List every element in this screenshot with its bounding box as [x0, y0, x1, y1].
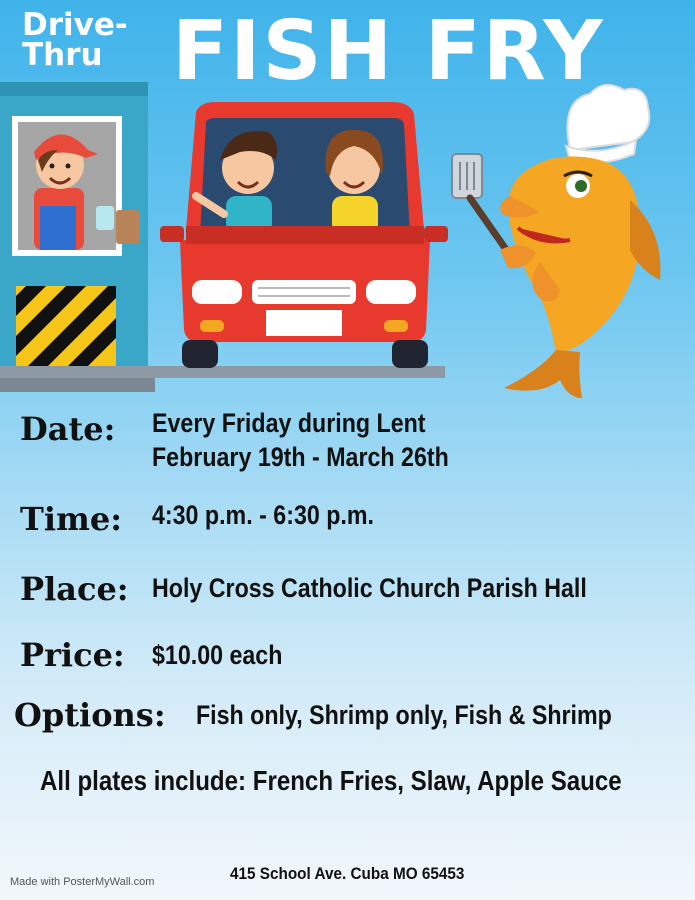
date-label: Date: — [20, 410, 116, 448]
plates-note: All plates include: French Fries, Slaw, Apple Sauce — [40, 765, 622, 796]
drive-thru-line2: Thru — [22, 37, 103, 73]
drive-thru-line1: Drive- — [22, 7, 128, 43]
price-label: Price: — [20, 636, 125, 674]
options-value: Fish only, Shrimp only, Fish & Shrimp — [196, 700, 612, 730]
price-value: $10.00 each — [152, 640, 283, 670]
date-line2: February 19th - March 26th — [152, 442, 449, 472]
hazard-barrier — [16, 286, 116, 366]
fish-chef-mascot — [452, 85, 660, 398]
time-value: 4:30 p.m. - 6:30 p.m. — [152, 500, 374, 530]
time-label: Time: — [20, 500, 122, 538]
place-label: Place: — [20, 570, 129, 608]
drive-thru-label — [22, 7, 128, 73]
car — [160, 102, 448, 368]
poster-title: FISH FRY — [172, 4, 605, 99]
place-value: Holy Cross Catholic Church Parish Hall — [152, 573, 587, 603]
watermark: Made with PosterMyWall.com — [10, 876, 155, 888]
passenger-figure — [326, 130, 383, 234]
address: 415 School Ave. Cuba MO 65453 — [230, 864, 465, 883]
options-label: Options: — [14, 696, 166, 734]
date-line1: Every Friday during Lent — [152, 408, 426, 438]
